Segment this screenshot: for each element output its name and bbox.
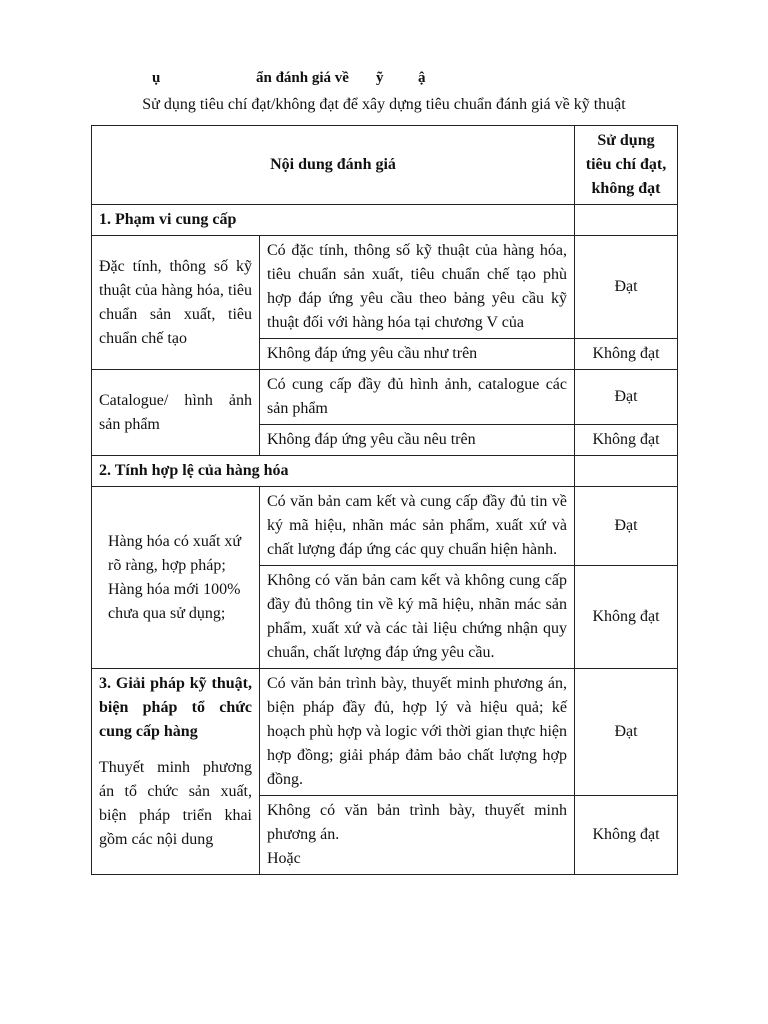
criterion-label: Thuyết minh phương án tổ chức sản xuất, biện pháp triển khai gồm các nội dung — [99, 759, 252, 848]
criterion-fail-text: Không đáp ứng yêu cầu nêu trên — [260, 425, 575, 456]
section-3-title: 3. Giải pháp kỹ thuật, biện pháp tổ chức cung cấp hàng — [99, 675, 252, 740]
result-fail: Không đạt — [575, 566, 678, 669]
evaluation-table — [91, 125, 678, 875]
section-row — [92, 205, 678, 236]
criterion-fail-or: Hoặc — [267, 850, 301, 867]
heading-fragment: ẩn đánh giá về — [256, 70, 349, 86]
heading-fragment: ụ — [152, 70, 161, 86]
heading-fragment: ậ — [418, 70, 426, 86]
header-result-line: Sử dụng — [597, 132, 655, 149]
section-row — [92, 456, 678, 487]
result-fail: Không đạt — [575, 339, 678, 370]
header-content: Nội dung đánh giá — [92, 126, 575, 205]
page-subheading: Sử dụng tiêu chí đạt/không đạt để xây dựng tiêu chuẩn đánh giá về kỹ thuật — [142, 96, 626, 113]
table-row — [92, 236, 678, 339]
header-result-line: không đạt — [591, 180, 661, 197]
criterion-fail-text: Không có văn bản trình bày, thuyết minh phương án. — [267, 802, 567, 843]
header-result-line: tiêu chí đạt, — [585, 156, 667, 173]
criterion-pass-text: Có đặc tính, thông số kỹ thuật của hàng hóa, tiêu chuẩn sản xuất, tiêu chuẩn chế tạo phù hợp đáp ứng yêu cầu theo bảng yêu cầu kỹ thuật đối với hàng hóa tại chương V của — [260, 236, 575, 339]
section-2-title: 2. Tính hợp lệ của hàng hóa — [92, 456, 575, 487]
result-fail: Không đạt — [575, 796, 678, 875]
criterion-pass-text: Có văn bản cam kết và cung cấp đầy đủ tin về ký mã hiệu, nhãn mác sản phẩm, xuất xứ và chất lượng đáp ứng các quy chuẩn hiện hành. — [260, 487, 575, 566]
criterion-label-line: Hàng hóa mới 100% chưa qua sử dụng; — [108, 580, 241, 622]
section-1-title: 1. Phạm vi cung cấp — [92, 205, 575, 236]
heading-fragment: ỹ — [376, 70, 384, 86]
criterion-label — [92, 487, 260, 669]
criterion-fail-text: Không đáp ứng yêu cầu như trên — [260, 339, 575, 370]
table-row — [92, 370, 678, 425]
criterion-pass-text: Có cung cấp đầy đủ hình ảnh, catalogue các sản phẩm — [260, 370, 575, 425]
criterion-pass-text: Có văn bản trình bày, thuyết minh phương án, biện pháp đầy đủ, hợp lý và hiệu quả; kế hoạch phù hợp và logic với thời gian thực hiện hợp đồng; giải pháp đảm bảo chất lượng hợp đồng. — [260, 669, 575, 796]
result-pass: Đạt — [575, 669, 678, 796]
table-row — [92, 669, 678, 796]
criterion-label-line: Hàng hóa có xuất xứ rõ ràng, hợp pháp; — [108, 532, 242, 574]
result-pass: Đạt — [575, 487, 678, 566]
criterion-label: Đặc tính, thông số kỹ thuật của hàng hóa, tiêu chuẩn sản xuất, tiêu chuẩn chế tạo — [92, 236, 260, 370]
section-3-cell — [92, 669, 260, 875]
criterion-fail-text: Không có văn bản cam kết và không cung cấp đầy đủ thông tin về ký mã hiệu, nhãn mác sản phẩm, xuất xứ và các tài liệu chứng nhận quy chuẩn, chất lượng đáp ứng yêu cầu. — [260, 566, 575, 669]
result-fail: Không đạt — [575, 425, 678, 456]
header-result — [575, 126, 678, 205]
criterion-label: Catalogue/ hình ảnh sản phẩm — [92, 370, 260, 456]
table-row — [92, 487, 678, 566]
criterion-fail-cell — [260, 796, 575, 875]
page-heading-partial — [0, 70, 768, 92]
result-pass: Đạt — [575, 370, 678, 425]
table-header-row — [92, 126, 678, 205]
result-pass: Đạt — [575, 236, 678, 339]
